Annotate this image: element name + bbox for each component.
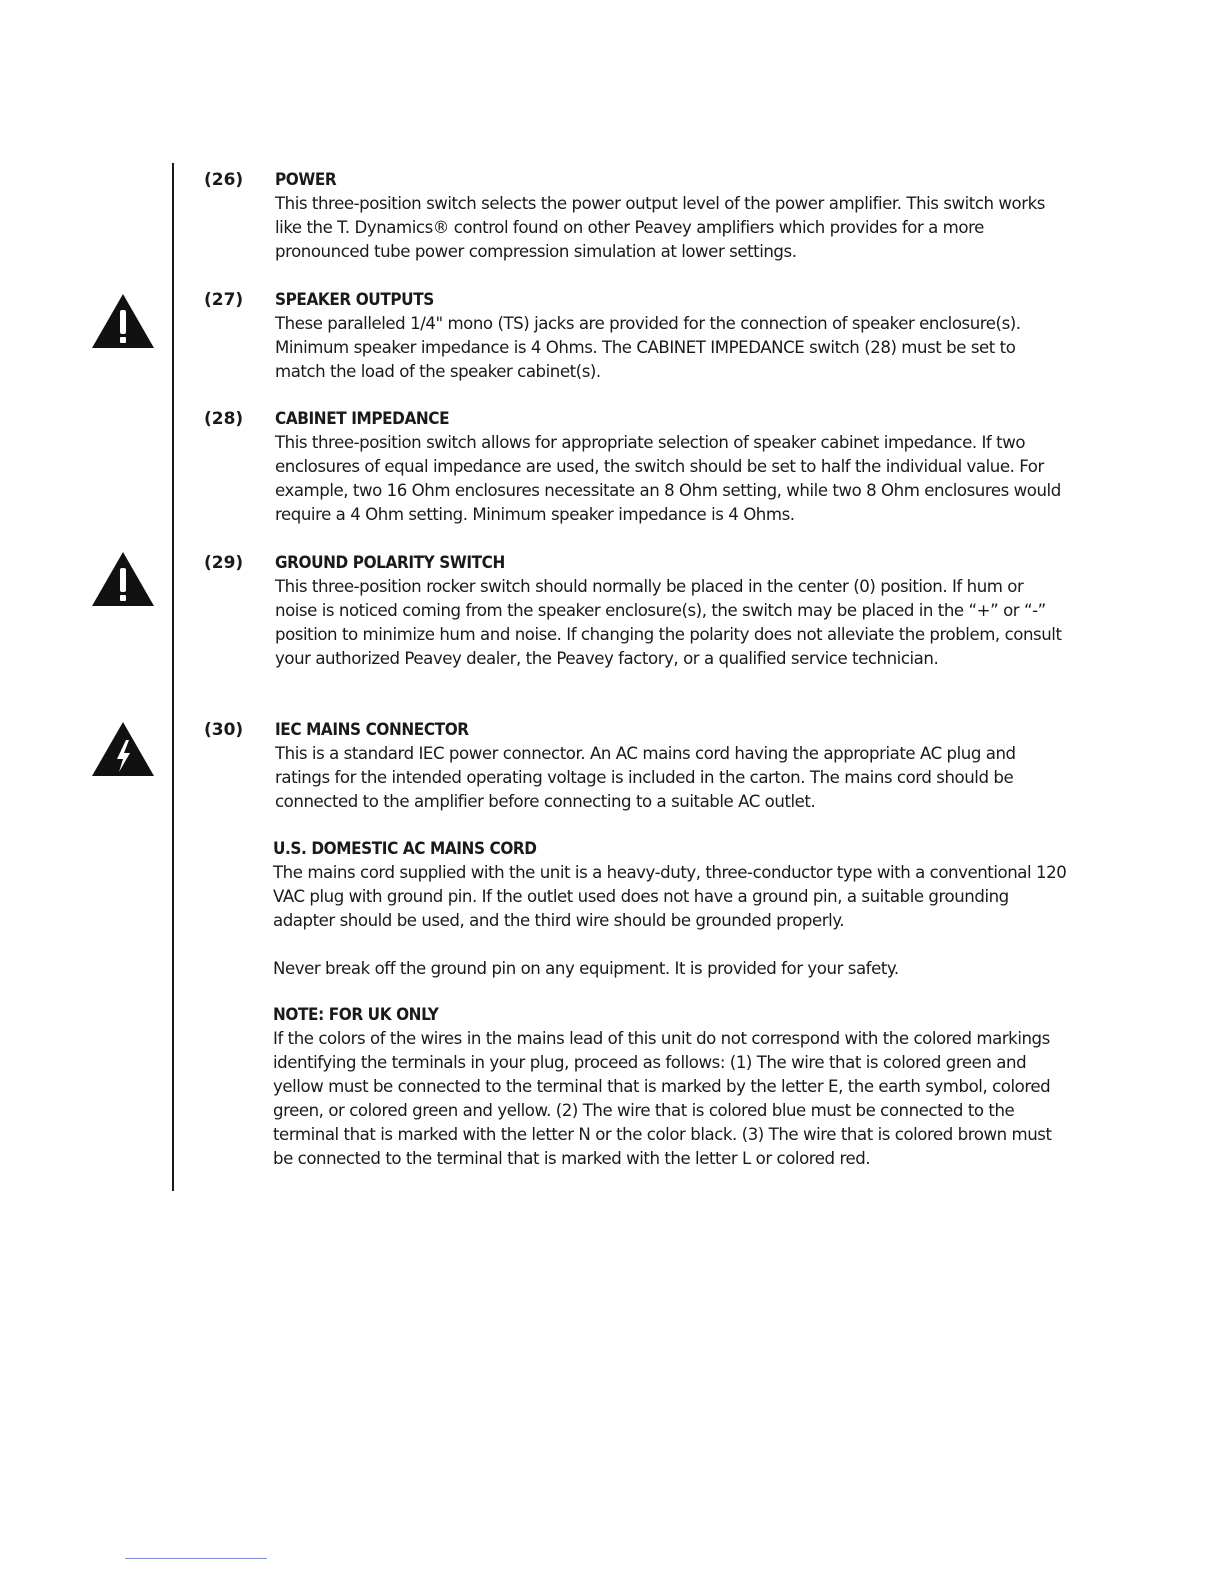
section-number: (30) xyxy=(204,720,244,740)
section-title: CABINET IMPEDANCE xyxy=(275,409,450,429)
us-domestic-cord xyxy=(273,837,1073,933)
uk-note-title: NOTE: FOR UK ONLY xyxy=(273,1005,439,1025)
section-text: This is a standard IEC power connector. An AC mains cord having the appropriate AC plug and ratings for the intended operating voltage is included in the carton. The mains cord should be connected to the amplifier before connecting to a suitable AC outlet. xyxy=(275,744,1016,811)
section-text: This three-position switch allows for appropriate selection of speaker cabinet impedance. If two enclosures of equal impedance are used, the switch should be set to half the individual value. For example, two 16 Ohm enclosures necessitate an 8 Ohm setting, while two 8 Ohm enclosures would require a 4 Ohm setting. Minimum speaker impedance is 4 Ohms. xyxy=(275,433,1061,524)
us-cord-text: The mains cord supplied with the unit is a heavy-duty, three-conductor type with a conventional 120 VAC plug with ground pin. If the outlet used does not have a ground pin, a suitable grounding adapter should be used, and the third wire should be grounded properly. xyxy=(273,863,1067,930)
section-text: This three-position switch selects the power output level of the power amplifier. This switch works like the T. Dynamics® control found on other Peavey amplifiers which provides for a more pronounced tube power compression simulation at lower settings. xyxy=(275,194,1045,261)
section-text: This three-position rocker switch should normally be placed in the center (0) position. If hum or noise is noticed coming from the speaker enclosure(s), the switch may be placed in the “+” or “-” position to minimize hum and noise. If changing the polarity does not alleviate the problem, consult your authorized Peavey dealer, the Peavey factory, or a qualified service technician. xyxy=(275,577,1062,668)
electric-shock-warning-icon xyxy=(90,720,156,778)
caution-exclamation-icon xyxy=(90,550,156,608)
margin-rule xyxy=(172,163,174,1191)
section-number: (28) xyxy=(204,409,244,429)
uk-note-text: If the colors of the wires in the mains lead of this unit do not correspond with the colored markings identifying the terminals in your plug, proceed as follows: (1) The wire that is colored green and yellow must be connected to the terminal that is marked by the letter E, the earth symbol, colored green, or colored green and yellow. (2) The wire that is colored blue must be connected to the terminal that is marked with the letter N or the color black. (3) The wire that is colored brown must be connected to the terminal that is marked with the letter L or colored red. xyxy=(273,1029,1052,1168)
ground-pin-note xyxy=(273,957,1073,981)
ground-pin-text: Never break off the ground pin on any equipment. It is provided for your safety. xyxy=(273,959,899,978)
caution-exclamation-icon xyxy=(90,292,156,350)
section-title: IEC MAINS CONNECTOR xyxy=(275,720,469,740)
section-number: (27) xyxy=(204,290,244,310)
uk-note xyxy=(273,1003,1073,1171)
section-number: (29) xyxy=(204,553,244,573)
section-text: These paralleled 1/4" mono (TS) jacks are provided for the connection of speaker enclosure(s). Minimum speaker impedance is 4 Ohms. The CABINET IMPEDANCE switch (28) must be set to match the load of the speaker cabinet(s). xyxy=(275,314,1021,381)
footer-line xyxy=(125,1558,267,1559)
section-title: GROUND POLARITY SWITCH xyxy=(275,553,505,573)
section-title: POWER xyxy=(275,170,337,190)
section-title: SPEAKER OUTPUTS xyxy=(275,290,434,310)
us-cord-title: U.S. DOMESTIC AC MAINS CORD xyxy=(273,839,537,859)
section-number: (26) xyxy=(204,170,244,190)
